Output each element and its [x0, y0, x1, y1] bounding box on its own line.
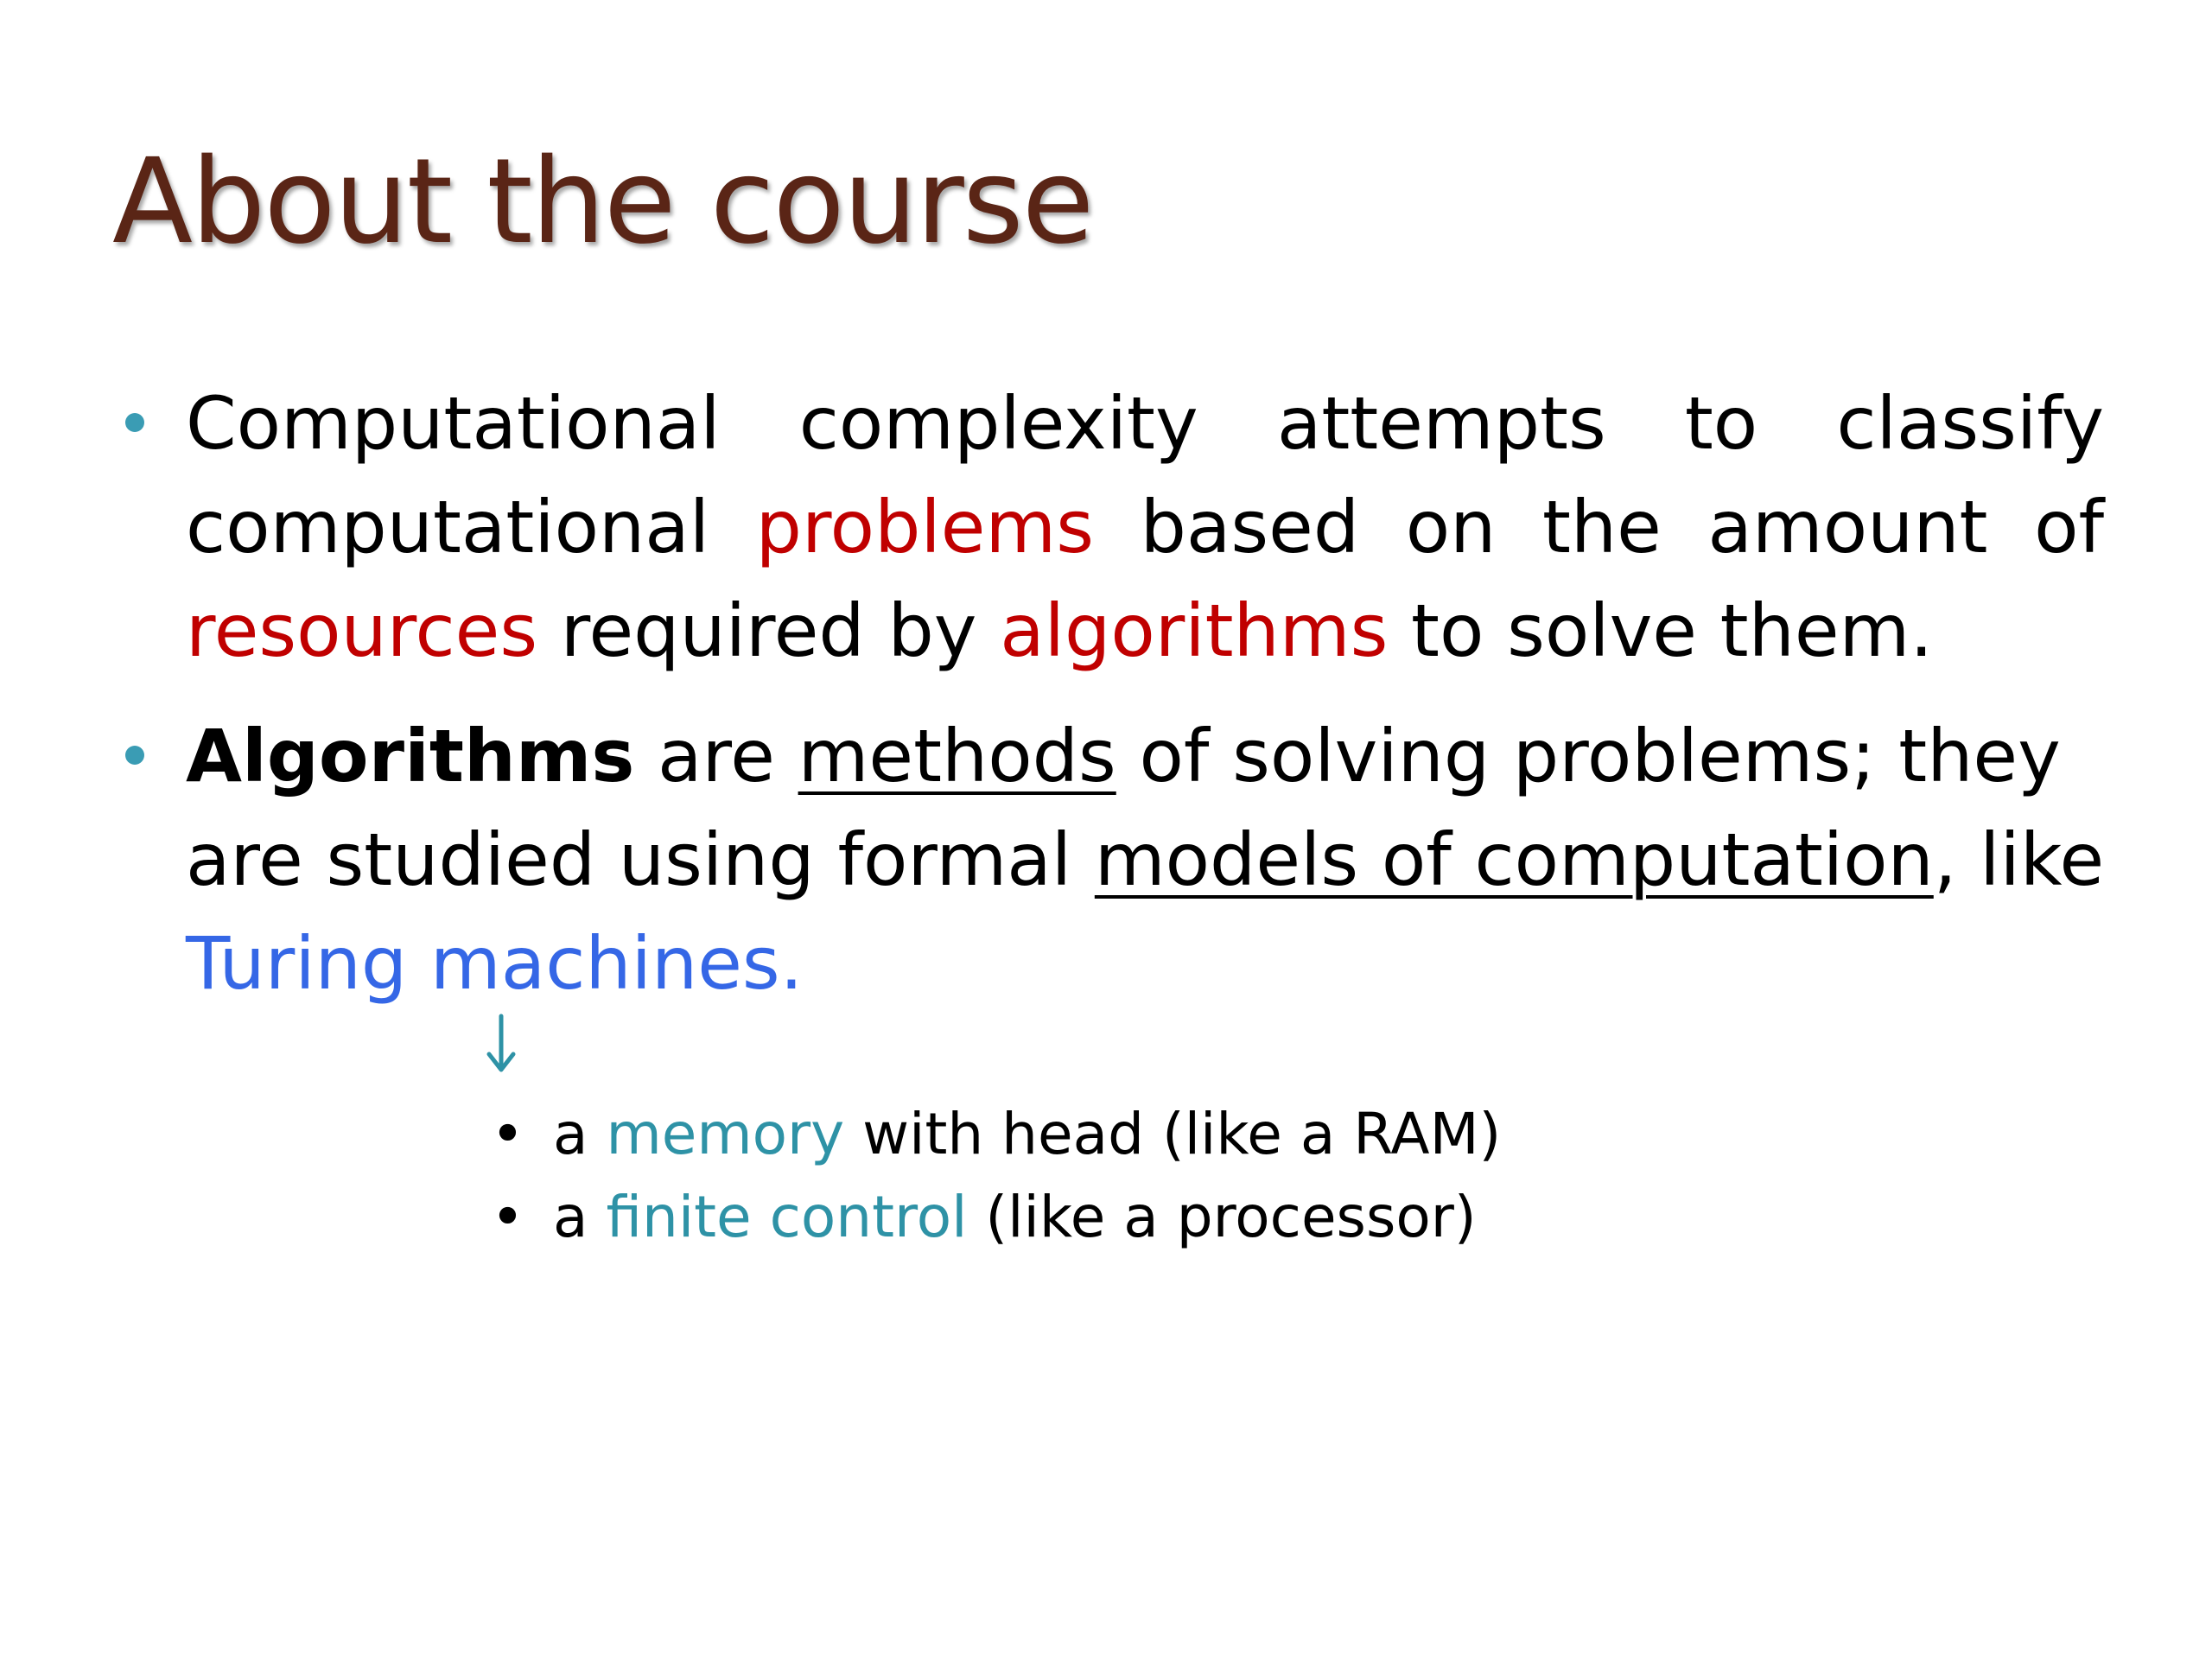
word: on [1405, 485, 1497, 569]
list-item [484, 1176, 1501, 1259]
word: amount [1707, 485, 1988, 569]
slide-title: About the course [112, 134, 1093, 270]
bullet-1-line-3 [186, 579, 2104, 683]
bullet-complexity [186, 372, 2104, 683]
word: computational [186, 485, 710, 569]
text-segment: required by [537, 588, 1001, 673]
text-segment: are studied using formal [186, 817, 1095, 902]
arrow-down-icon [484, 1011, 518, 1080]
highlight-algorithms: algorithms [1000, 588, 1389, 673]
word: based [1140, 485, 1360, 569]
word: complexity [798, 381, 1198, 466]
bullet-2-line-1 [186, 704, 2104, 808]
bullet-2-line-2 [186, 808, 2104, 912]
turing-machine-components [484, 1093, 1501, 1259]
list-item [484, 1093, 1501, 1176]
underlined-methods: methods [798, 714, 1116, 798]
word: the [1541, 485, 1662, 569]
word: classify [1836, 381, 2105, 466]
highlight-memory: memory [606, 1101, 845, 1167]
text-segment: are [634, 714, 798, 798]
bold-algorithms: Algorithms [186, 714, 635, 798]
text-segment: (like a processor) [967, 1184, 1477, 1250]
text-segment: with head (like a RAM) [844, 1101, 1502, 1167]
bullet-dot-icon [125, 746, 144, 765]
bullet-2-line-3 [186, 912, 2104, 1015]
bullet-algorithms [186, 704, 2104, 1015]
text-segment: a [553, 1184, 607, 1250]
text-segment: to solve them. [1388, 588, 1934, 673]
word: to [1684, 381, 1758, 466]
highlight-turing-machines: Turing machines. [186, 921, 804, 1006]
sub-bullet-icon: • [491, 1101, 524, 1167]
word: Computational [186, 381, 721, 466]
bullet-dot-icon [125, 413, 144, 432]
sub-bullet-icon: • [491, 1184, 524, 1250]
word: attempts [1276, 381, 1606, 466]
text-segment: of solving problems; they [1116, 714, 2061, 798]
bullet-1-line-2 [186, 475, 2104, 579]
highlight-problems: problems [755, 485, 1095, 569]
text-segment: , like [1933, 817, 2105, 902]
highlight-finite-control: finite control [606, 1184, 968, 1250]
text-segment: a [553, 1101, 607, 1167]
word: of [2034, 485, 2105, 569]
underlined-models-of-computation: models of computation [1094, 817, 1934, 902]
bullet-1-line-1 [186, 372, 2104, 475]
highlight-resources: resources [186, 588, 538, 673]
